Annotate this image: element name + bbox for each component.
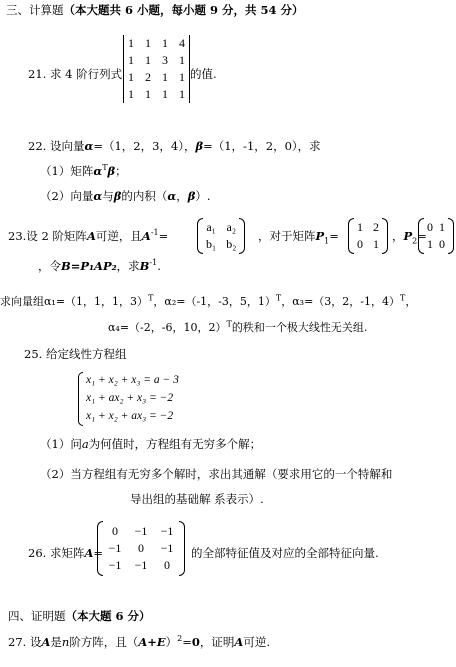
section-4-title: 四、证明题 (8, 609, 66, 623)
q24-alpha-1: α₁=（1，1，1，3） (44, 295, 149, 308)
matrix-cell: 1 (128, 70, 134, 84)
matrix-cell: 2 (373, 220, 379, 234)
q27-text-6: ，证明 (199, 635, 235, 649)
matrix-cell: −1 (160, 541, 174, 555)
q25-equation-2: x₁ + ax₂ + x₃ = −2 (86, 392, 174, 404)
q23-A: A (86, 229, 96, 243)
matrix-cell: 1 (357, 220, 363, 234)
q23-line-1b (258, 228, 339, 244)
q22-part-1-beta: β (107, 164, 116, 178)
q24-text-1: 求向量组 (0, 295, 44, 308)
q27-zero: 0 (191, 635, 200, 649)
right-paren (448, 218, 454, 254)
matrix-cell: 1 (128, 87, 134, 101)
q22-alpha: α (84, 139, 94, 153)
matrix-cell: 0 (357, 237, 363, 251)
q23-text-1: 设 2 阶矩阵 (26, 229, 87, 243)
q24-alpha-4: α₄=（-2，-6，10，2） (108, 321, 227, 334)
matrix-cell: 1 (373, 237, 379, 251)
q25-line-1 (24, 346, 126, 362)
q25-title: 给定线性方程组 (45, 347, 127, 361)
matrix-cell: −1 (108, 541, 122, 555)
q24-transpose-4: T (226, 319, 232, 329)
right-paren (179, 521, 185, 576)
matrix-cell: 1 (145, 36, 151, 50)
matrix-cell: −1 (108, 558, 122, 572)
section-3-heading (6, 2, 304, 18)
q22-part-1 (40, 163, 127, 179)
matrix-cell: a₁ (206, 220, 216, 234)
matrix-cell: b₂ (226, 237, 237, 251)
q25-a: a (81, 437, 89, 451)
matrix-cell: 2 (145, 70, 151, 84)
matrix-cell: 0 (439, 237, 445, 251)
q27-line (8, 634, 270, 650)
q22-part-2-beta: β (113, 189, 122, 203)
q21-text (28, 66, 122, 82)
q22-part-1-transpose: T (102, 163, 108, 173)
q23-B-inverse-sup: -1 (149, 258, 158, 268)
q27-text-1: 设 (29, 635, 42, 649)
q23-B-expression: B=P₁AP₂ (61, 259, 117, 273)
q23-P2: P (403, 229, 413, 243)
matrix-cell: 0 (164, 558, 170, 572)
q21-determinant (123, 35, 190, 103)
q23-P1: P (315, 229, 325, 243)
q22-part-2-alpha: α (93, 189, 103, 203)
q22-part-2-end: ）. (195, 189, 211, 203)
section-3-note: （本大题共 6 小题，每小题 9 分，共 54 分） (63, 3, 304, 17)
q22-beta-value: =（1，-1，2，0），求 (203, 139, 321, 153)
q26-text-1: 求矩阵 (49, 546, 85, 560)
q24-tail: 的秩和一个极大线性无关组. (231, 321, 368, 334)
matrix-cell: 1 (162, 36, 168, 50)
matrix-cell: −1 (160, 524, 174, 538)
q27-text-2: 是 (50, 635, 62, 649)
q23-P1-equals: = (329, 229, 339, 243)
q25-part-2b: 导出组的基础解 系表示）. (130, 492, 264, 506)
matrix-cell: 1 (179, 53, 185, 67)
matrix-cell: 1 (145, 53, 151, 67)
q22-line-1 (28, 138, 321, 154)
q23-A-inverse-base: A (141, 229, 151, 243)
q27-text-3: 阶方阵，且（ (69, 635, 139, 649)
q23-text-5: ，求 (116, 259, 140, 273)
q27-A: A (41, 635, 51, 649)
q25-number: 25. (24, 347, 43, 361)
q21-number: 21. (28, 67, 47, 81)
q23-P2-grid (424, 218, 448, 254)
q26-number: 26. (28, 546, 47, 560)
q25-equation-1: x₁ + x₂ + x₃ = a − 3 (86, 374, 179, 386)
q22-part-2-comma: ， (176, 189, 188, 203)
matrix-cell: −1 (134, 558, 148, 572)
q24-transpose-1: T (148, 293, 154, 303)
q22-alpha-value: =（1，2，3，4）， (93, 139, 196, 153)
q23-end: . (157, 259, 161, 273)
q23-line-2 (38, 258, 161, 274)
q22-part-2-alpha-2: α (167, 189, 177, 203)
matrix-cell: −1 (134, 524, 148, 538)
q22-part-1-alpha: α (93, 164, 103, 178)
section-4-heading (8, 608, 151, 624)
q27-square: 2 (177, 634, 183, 644)
matrix-cell: a₂ (226, 220, 237, 234)
matrix-cell: 1 (179, 87, 185, 101)
q23-P1-grid (354, 218, 382, 254)
q23-number: 23. (8, 229, 27, 243)
q22-beta: β (195, 139, 204, 153)
q21-suffix: 的值. (190, 67, 217, 81)
matrix-cell: 1 (128, 36, 134, 50)
matrix-cell: 0 (138, 541, 144, 555)
q22-part-1-text: （1）矩阵 (40, 164, 94, 178)
q23-text-3: ，对于矩阵 (258, 229, 316, 243)
q27-equals: = (182, 635, 192, 649)
matrix-cell: 3 (162, 53, 168, 67)
q24-comma: ， (405, 295, 417, 308)
q24-line-2 (108, 320, 367, 336)
matrix-cell: 1 (427, 237, 433, 251)
q23-equals: = (158, 229, 169, 243)
q22-part-1-end: ； (115, 164, 127, 178)
matrix-cell: 1 (128, 53, 134, 67)
matrix-cell: 1 (145, 87, 151, 101)
q22-part-2-text: （2）向量 (40, 189, 94, 203)
q23-inverse-sup: -1 (150, 228, 159, 238)
matrix-cell: 4 (179, 36, 185, 50)
q27-A-2: A (234, 635, 244, 649)
q21-prefix: 求 4 阶行列式 (49, 67, 123, 81)
q24-alpha-3: ，α₃=（3，2，-1，4） (281, 295, 400, 308)
q23-ainv-grid (203, 218, 239, 254)
q26-tail: 的全部特征值及对应的全部特征向量. (191, 546, 379, 560)
matrix-cell: 0 (112, 524, 118, 538)
matrix-cell: 1 (439, 220, 445, 234)
q22-part-2-and: 与 (102, 189, 114, 203)
q25-part-1 (40, 436, 261, 452)
q26-equals: = (93, 546, 104, 560)
q27-text-4: ） (165, 635, 178, 649)
q23-P2-matrix (418, 218, 454, 254)
q26-line (28, 545, 103, 561)
q23-ainv-matrix (197, 218, 245, 254)
q25-part-1-text: （1）问 (40, 437, 82, 451)
q26-matrix-grid (103, 521, 179, 576)
q27-n: n (61, 635, 70, 649)
q23-P1-matrix (348, 218, 388, 254)
section-4-note: （本大题 6 分） (65, 609, 151, 623)
matrix-cell: 0 (427, 220, 433, 234)
q23-text-4: ，令 (38, 259, 61, 273)
section-3-title: 三、计算题 (6, 3, 64, 17)
q24-transpose-2: T (275, 293, 282, 303)
q27-text-7: 可逆. (243, 635, 270, 649)
q24-alpha-2: ，α₂=（-1，-3，5，1） (153, 295, 276, 308)
q22-part-2-inner: 的内积（ (121, 189, 168, 203)
q23-P2-sub: 2 (412, 236, 418, 246)
q23-line-1 (8, 228, 168, 244)
q25-brace (78, 372, 83, 426)
q22-part-2 (40, 188, 210, 204)
q22-number: 22. (28, 139, 47, 153)
q23-P2-equals: = (417, 229, 427, 243)
q26-matrix (97, 521, 185, 576)
matrix-cell: 1 (179, 70, 185, 84)
q24-transpose-3: T (400, 293, 406, 303)
q22-part-2-beta-2: β (187, 189, 196, 203)
q24-line-1 (0, 294, 416, 310)
q25-part-1-tail: 为何值时，方程组有无穷多个解； (88, 437, 262, 451)
right-paren (239, 218, 245, 254)
matrix-cell: 1 (162, 87, 168, 101)
right-paren (382, 218, 388, 254)
q23-separator: ， (392, 229, 404, 243)
q23-text-2: 可逆，且 (95, 229, 142, 243)
q23-P1-sub: 1 (324, 236, 330, 246)
q26-A: A (84, 546, 94, 560)
q27-number: 27. (8, 635, 27, 649)
q21-determinant-grid (128, 35, 185, 103)
matrix-cell: 1 (162, 70, 168, 84)
q23-B: B (139, 259, 150, 273)
q27-A-plus-E: A+E (138, 635, 166, 649)
q25-equation-3: x₁ + x₂ + ax₃ = −2 (86, 410, 174, 422)
q25-part-2: （2）当方程组有无穷多个解时，求出其通解（要求用它的一个特解和 (40, 467, 393, 481)
q22-text-1: 设向量 (49, 139, 85, 153)
matrix-cell: b₁ (206, 237, 217, 251)
